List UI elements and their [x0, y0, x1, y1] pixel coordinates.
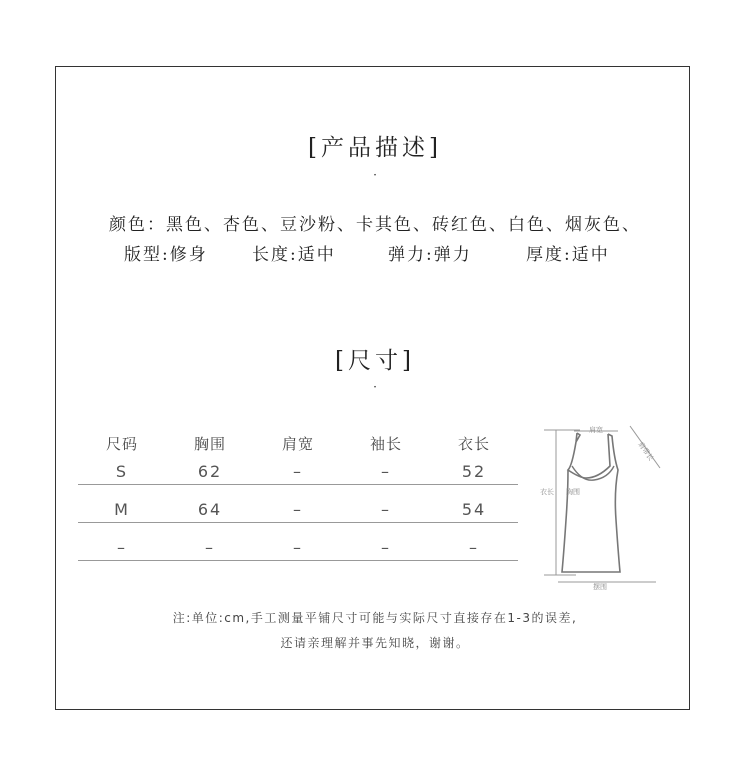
column-header: 胸围 — [193, 434, 226, 453]
table-cell: S — [78, 459, 166, 485]
size-heading-dot: · — [373, 380, 377, 394]
table-row — [78, 459, 518, 485]
size-heading: [尺寸] — [335, 348, 415, 374]
table-cell: – — [342, 459, 430, 485]
chest-label: 胸围 — [566, 488, 580, 496]
table-cell: – — [78, 535, 166, 561]
table-cell: 64 — [166, 497, 254, 523]
length-label: 衣长 — [540, 488, 554, 496]
column-header: 尺码 — [105, 434, 138, 453]
spec-thickness: 厚度:适中 — [526, 245, 610, 265]
table-cell: 52 — [430, 459, 518, 485]
column-header: 衣长 — [457, 434, 490, 453]
colors-line: 颜色：黑色、杏色、豆沙粉、卡其色、砖红色、白色、烟灰色、 — [109, 215, 641, 235]
size-table — [78, 427, 518, 561]
table-cell: 62 — [166, 459, 254, 485]
hem-label: 摆围 — [593, 583, 607, 591]
table-cell: – — [254, 459, 342, 485]
measurement-note-line2: 还请亲理解并事先知晓，谢谢。 — [280, 636, 470, 650]
spec-length: 长度:适中 — [252, 245, 336, 265]
shoulder-label: 肩宽 — [589, 426, 603, 434]
spec-elasticity: 弹力:弹力 — [388, 245, 472, 265]
tank-top-measurement-diagram — [536, 420, 666, 595]
size-table-header — [78, 427, 518, 459]
table-cell: – — [254, 497, 342, 523]
spec-fit: 版型:修身 — [124, 245, 208, 265]
table-cell: 54 — [430, 497, 518, 523]
table-cell: – — [430, 535, 518, 561]
table-row — [78, 535, 518, 561]
table-cell: – — [254, 535, 342, 561]
strap-label: 肩带长 — [636, 440, 655, 463]
table-cell: – — [342, 535, 430, 561]
table-cell: – — [166, 535, 254, 561]
product-description-heading: [产品描述] — [308, 135, 442, 161]
table-row — [78, 497, 518, 523]
table-cell: M — [78, 497, 166, 523]
measurement-note-line1: 注:单位:cm,手工测量平铺尺寸可能与实际尺寸直接存在1-3的误差, — [172, 611, 578, 625]
column-header: 肩宽 — [281, 434, 314, 453]
column-header: 袖长 — [369, 434, 402, 453]
table-cell: – — [342, 497, 430, 523]
heading-dot: · — [373, 168, 377, 182]
